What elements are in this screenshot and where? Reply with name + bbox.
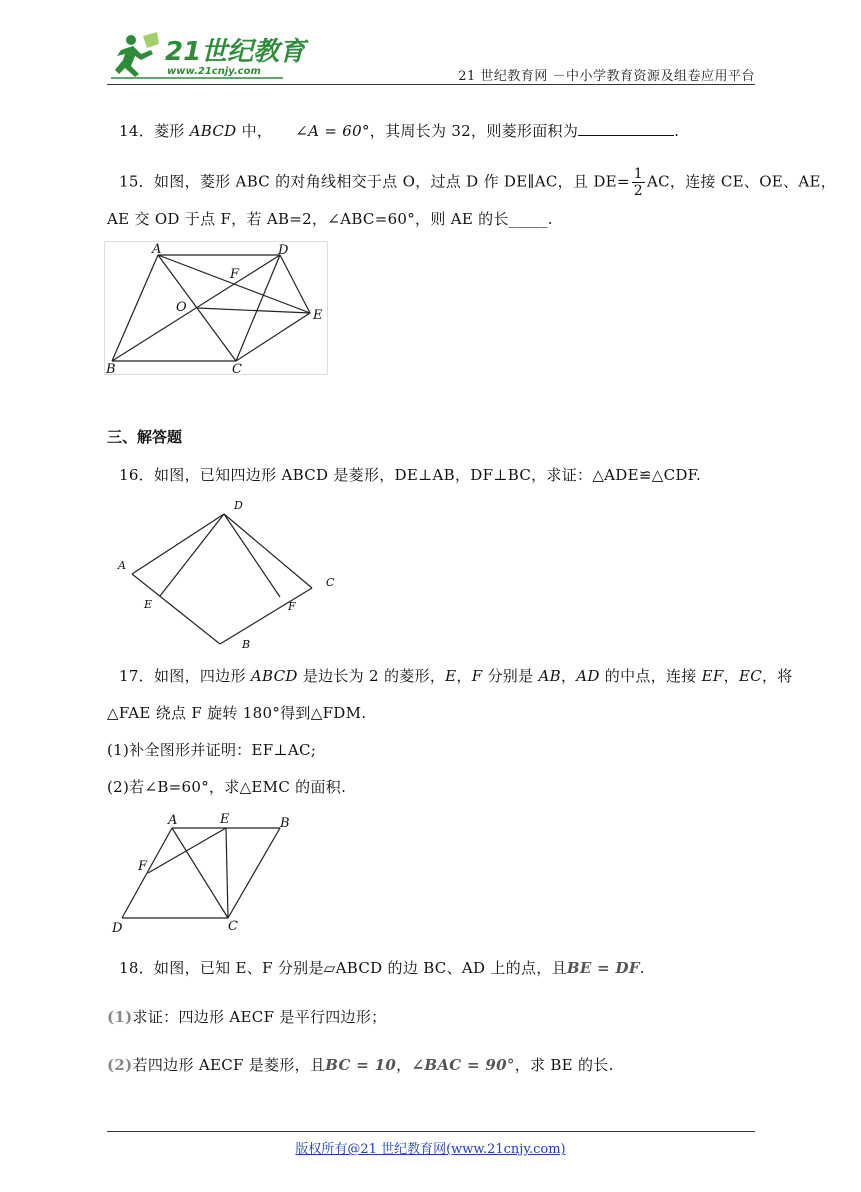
label-D: D (234, 499, 243, 512)
label-B: B (106, 362, 116, 377)
label-E: E (313, 308, 323, 323)
question-16: 16．如图，已知四边形 ABCD 是菱形，DE⊥AB，DF⊥BC，求证：△ADE≌△CDF. (119, 466, 702, 484)
label-A: A (118, 559, 126, 572)
answer-blank (578, 121, 674, 136)
label-O: O (176, 300, 187, 315)
section-title: 三、解答题 (107, 428, 183, 446)
figure-q16-rhombus (112, 496, 344, 652)
question-14: 14．菱形 ABCD 中， ∠A = 60°，其周长为 32，则菱形面积为 . (119, 122, 680, 140)
label-C: C (228, 919, 238, 934)
question-17-line1: 17．如图，四边形 ABCD 是边长为 2 的菱形，E，F 分别是 AB，AD 的中点，连接 EF，EC，将 (119, 667, 793, 685)
question-17-sub1: (1)补全图形并证明：EF⊥AC; (107, 741, 317, 759)
label-F: F (138, 859, 148, 874)
label-B: B (242, 638, 251, 651)
footer-copyright-link[interactable]: 版权所有@21 世纪教育网(www.21cnjy.com) (295, 1142, 566, 1157)
label-A: A (168, 813, 178, 828)
footer-divider (107, 1131, 755, 1132)
question-18-line1: 18．如图，已知 E、F 分别是▱ABCD 的边 BC、AD 上的点，且BE = DF. (119, 959, 645, 977)
logo-text: 21世纪教育 (165, 37, 306, 67)
header-divider (107, 84, 755, 85)
label-B: B (280, 816, 290, 831)
label-C: C (232, 362, 242, 377)
label-C: C (326, 576, 335, 589)
label-D: D (112, 921, 123, 936)
label-F: F (288, 600, 296, 613)
label-D: D (278, 243, 289, 258)
question-15-line2: AE 交 OD 于点 F，若 AB=2，∠ABC=60°，则 AE 的长_____. (107, 210, 553, 228)
question-18-sub2: (2)若四边形 AECF 是菱形，且BC = 10，∠BAC = 90°，求 BE 的长. (107, 1056, 614, 1074)
label-E: E (220, 812, 230, 827)
figure-q17-rhombus (108, 810, 298, 936)
question-18-sub1: (1)求证：四边形 AECF 是平行四边形； (107, 1008, 387, 1026)
question-15-line1: 15．如图，菱形 ABC 的对角线相交于点 O，过点 D 作 DE∥AC，且 DE= $\frac{1}{2}$ AC，连接 CE、OE、AE， (119, 166, 837, 199)
logo-url: www.21cnjy.com (167, 66, 261, 77)
fraction-one-half: $\frac{1}{2}$ (633, 166, 643, 199)
figure-q15-rhombus (104, 241, 328, 375)
logo-icon (107, 28, 306, 80)
page-header (107, 28, 755, 83)
question-17-sub2: (2)若∠B=60°，求△EMC 的面积. (107, 778, 347, 796)
header-site-title: 21 世纪教育网 －中小学教育资源及组卷应用平台 (458, 69, 755, 84)
label-A: A (152, 242, 162, 257)
label-F: F (230, 267, 240, 282)
question-17-line2: △FAE 绕点 F 旋转 180°得到△FDM. (107, 704, 367, 722)
label-E: E (144, 598, 153, 611)
